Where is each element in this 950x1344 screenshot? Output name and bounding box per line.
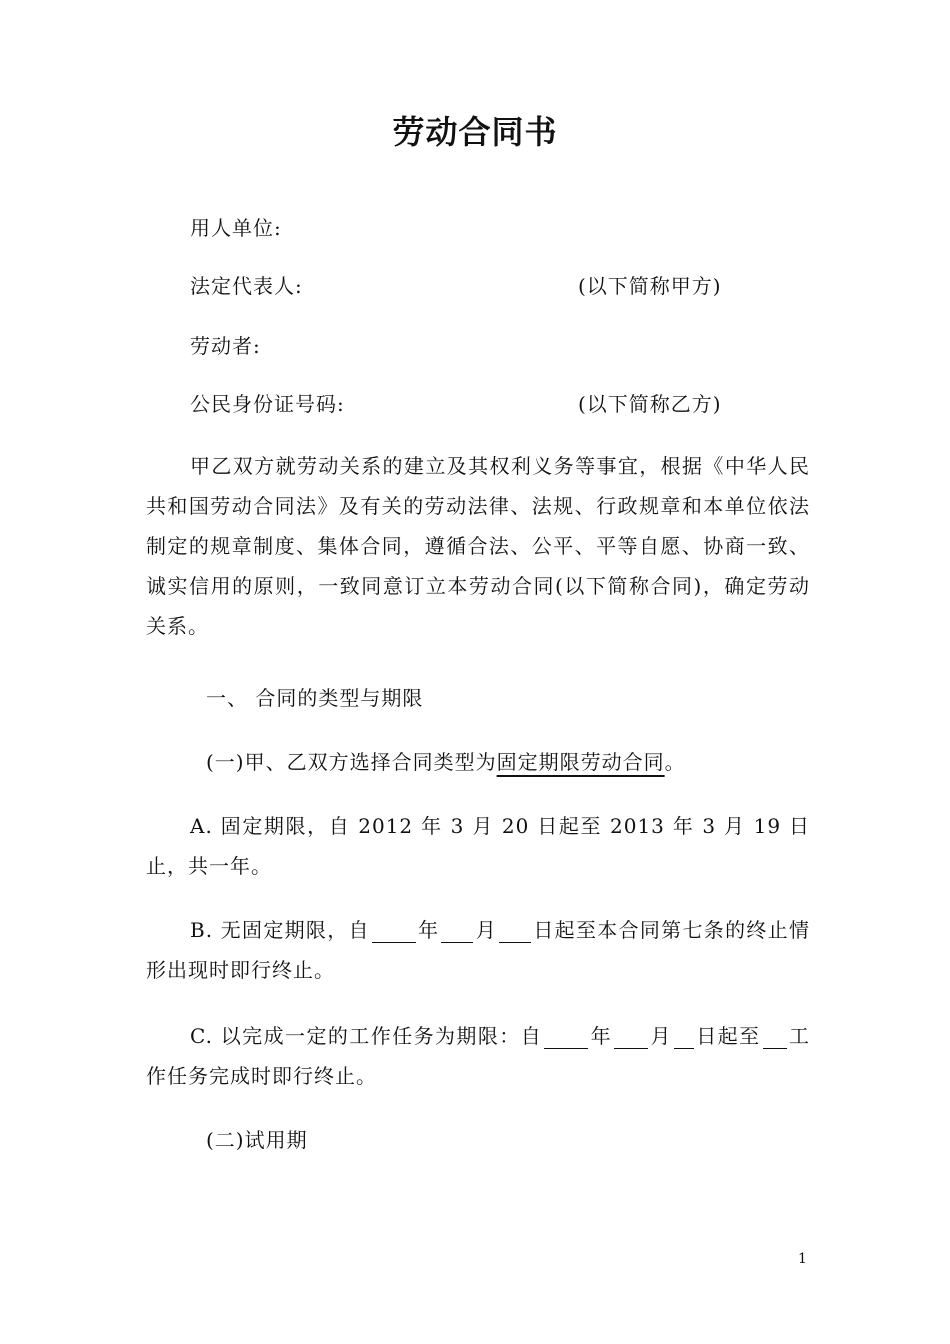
option-c-rest: 工作任务完成时即行终止。 [146, 1024, 811, 1088]
clause-contract-type [206, 748, 686, 776]
option-b-year-label: 年 [417, 918, 440, 942]
legal-rep-label: 法定代表人: [190, 274, 303, 298]
section-heading-contract-type: 一、 合同的类型与期限 [206, 686, 424, 710]
option-c-task-blank [763, 1026, 787, 1049]
option-c-month-label: 月 [650, 1024, 672, 1048]
option-c-month-blank [614, 1026, 648, 1049]
party-a-note: (以下简称甲方) [578, 274, 722, 298]
option-c-year-label: 年 [590, 1024, 613, 1048]
id-number-label: 公民身份证号码: [190, 392, 345, 416]
option-c-task-based [146, 1016, 810, 1096]
clause-contract-type-prefix: (一)甲、乙双方选择合同类型为 [206, 750, 497, 774]
option-b-rest: 日起至本合同第七条的终止情形出现时即行终止。 [146, 918, 811, 982]
clause-probation-period: (二)试用期 [206, 1128, 308, 1152]
page-number: 1 [798, 1251, 807, 1267]
option-a-fixed-term: A. 固定期限，自 2012 年 3 月 20 日起至 2013 年 3 月 19 日止，共一年。 [146, 814, 810, 878]
contract-type-value: 固定期限劳动合同 [496, 750, 665, 774]
employer-label: 用人单位: [190, 216, 282, 240]
option-b-day-blank [499, 920, 531, 943]
option-c-prefix: C. 以完成一定的工作任务为期限：自 [190, 1024, 543, 1048]
option-b-month-label: 月 [475, 918, 498, 942]
option-b-month-blank [441, 920, 473, 943]
option-b-prefix: B. 无固定期限，自 [190, 918, 370, 942]
preamble-paragraph: 甲乙双方就劳动关系的建立及其权利义务等事宜，根据《中华人民共和国劳动合同法》及有关的劳动法律、法规、行政规章和本单位依法制定的规章制度、集体合同，遵循合法、公平、平等自愿、协商一致、诚实信用的原则，一致同意订立本劳动合同(以下简称合同)，确定劳动关系。 [146, 454, 810, 638]
party-b-note: (以下简称乙方) [578, 392, 722, 416]
worker-label: 劳动者: [190, 334, 261, 358]
option-b-year-blank [372, 920, 416, 943]
option-b-open-ended [146, 910, 810, 990]
document-title: 劳动合同书 [392, 113, 558, 151]
option-c-year-blank [544, 1026, 588, 1049]
option-c-day-blank [674, 1026, 694, 1049]
clause-contract-type-suffix: 。 [664, 750, 686, 774]
option-c-day-to: 日起至 [695, 1024, 761, 1048]
